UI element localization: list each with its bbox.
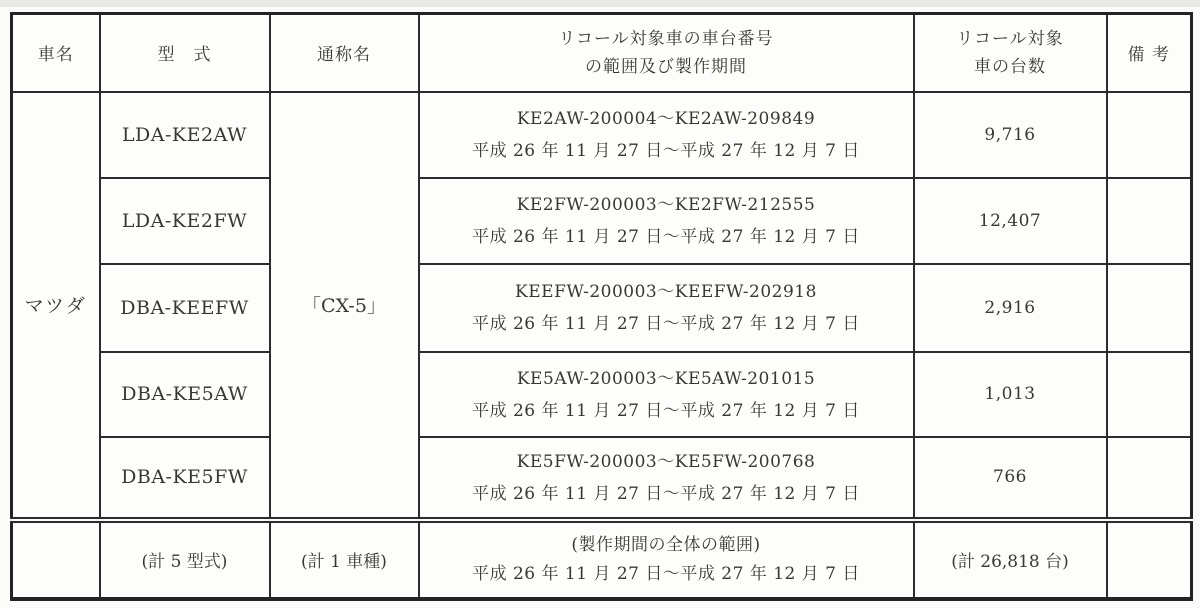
cell-car-name: マツダ bbox=[12, 92, 100, 520]
scan-artifact-strip bbox=[0, 0, 1200, 7]
cell-recall-count: 12,407 bbox=[914, 178, 1107, 264]
cell-chassis-range bbox=[419, 264, 914, 352]
cell-model: DBA-KEEFW bbox=[100, 264, 270, 352]
table-row bbox=[12, 437, 1192, 520]
production-period-text: 平成 26 年 11 月 27 日〜平成 27 年 12 月 7 日 bbox=[472, 227, 860, 247]
recall-table bbox=[10, 12, 1193, 601]
footer-remarks bbox=[1107, 520, 1192, 599]
footer-period-range bbox=[419, 520, 914, 599]
cell-chassis-range bbox=[419, 437, 914, 520]
cell-remarks bbox=[1107, 264, 1192, 352]
cell-remarks bbox=[1107, 352, 1192, 437]
header-recall-count bbox=[914, 14, 1107, 92]
cell-recall-count: 2,916 bbox=[914, 264, 1107, 352]
cell-recall-count: 766 bbox=[914, 437, 1107, 520]
chassis-range-text: KE2AW-200004〜KE2AW-209849 bbox=[516, 109, 816, 129]
cell-model: LDA-KE2FW bbox=[100, 178, 270, 264]
footer-car-name bbox=[12, 520, 100, 599]
header-car-name: 車名 bbox=[12, 14, 100, 92]
cell-recall-count: 9,716 bbox=[914, 92, 1107, 178]
chassis-range-text: KEEFW-200003〜KEEFW-202918 bbox=[515, 282, 817, 302]
header-recall-count-line2: 車の台数 bbox=[974, 56, 1046, 77]
footer-common-name-total: (計 1 車種) bbox=[270, 520, 419, 599]
footer-period-text: 平成 26 年 11 月 27 日〜平成 27 年 12 月 7 日 bbox=[472, 563, 860, 584]
table-row bbox=[12, 352, 1192, 437]
cell-common-name: 「CX-5」 bbox=[270, 92, 419, 520]
chassis-range-text: KE5AW-200003〜KE5AW-201015 bbox=[516, 368, 816, 389]
header-chassis-range-line2: の範囲及び製作期間 bbox=[585, 56, 747, 77]
production-period-text: 平成 26 年 11 月 27 日〜平成 27 年 12 月 7 日 bbox=[472, 314, 860, 334]
cell-remarks bbox=[1107, 92, 1192, 178]
header-chassis-range-line1: リコール対象車の車台番号 bbox=[558, 28, 774, 49]
totals-row bbox=[12, 520, 1192, 599]
footer-model-total: (計 5 型式) bbox=[100, 520, 270, 599]
cell-recall-count: 1,013 bbox=[914, 352, 1107, 437]
header-recall-count-line1: リコール対象 bbox=[956, 28, 1064, 49]
cell-chassis-range bbox=[419, 352, 914, 437]
table-row bbox=[12, 178, 1192, 264]
table-row bbox=[12, 92, 1192, 178]
header-chassis-range bbox=[419, 14, 914, 92]
cell-model: DBA-KE5AW bbox=[100, 352, 270, 437]
production-period-text: 平成 26 年 11 月 27 日〜平成 27 年 12 月 7 日 bbox=[472, 400, 860, 421]
production-period-text: 平成 26 年 11 月 27 日〜平成 27 年 12 月 7 日 bbox=[472, 483, 860, 504]
header-common-name: 通称名 bbox=[270, 14, 419, 92]
footer-range-label: (製作期間の全体の範囲) bbox=[571, 534, 761, 555]
chassis-range-text: KE2FW-200003〜KE2FW-212555 bbox=[516, 195, 816, 215]
cell-model: DBA-KE5FW bbox=[100, 437, 270, 520]
chassis-range-text: KE5FW-200003〜KE5FW-200768 bbox=[516, 451, 816, 472]
footer-count-total: (計 26,818 台) bbox=[914, 520, 1107, 599]
header-row bbox=[12, 14, 1192, 92]
cell-remarks bbox=[1107, 178, 1192, 264]
cell-chassis-range bbox=[419, 178, 914, 264]
cell-model: LDA-KE2AW bbox=[100, 92, 270, 178]
header-remarks: 備 考 bbox=[1107, 14, 1192, 92]
cell-chassis-range bbox=[419, 92, 914, 178]
table-row bbox=[12, 264, 1192, 352]
cell-remarks bbox=[1107, 437, 1192, 520]
production-period-text: 平成 26 年 11 月 27 日〜平成 27 年 12 月 7 日 bbox=[472, 141, 860, 161]
header-model-type: 型 式 bbox=[100, 14, 270, 92]
